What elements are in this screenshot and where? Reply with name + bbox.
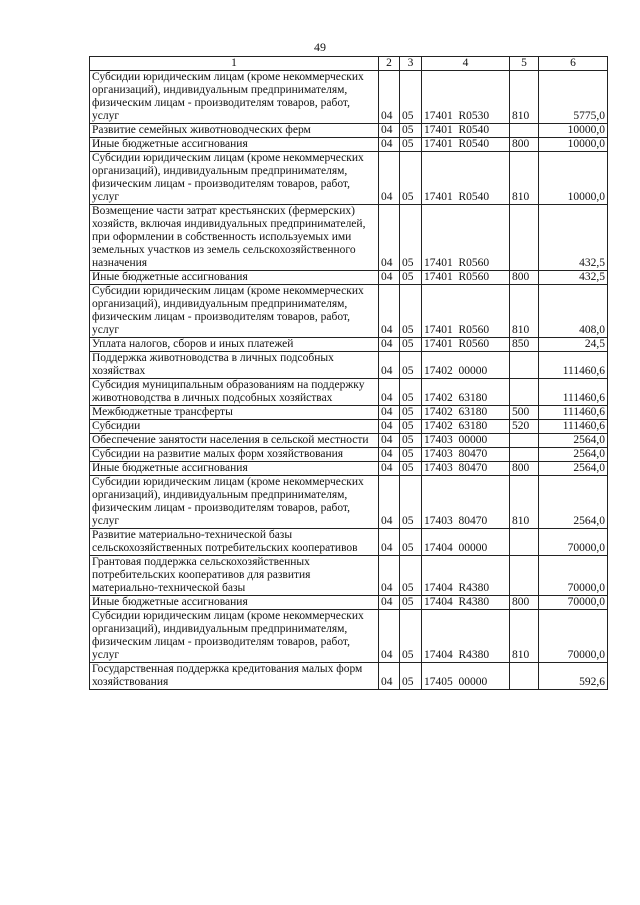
section-code-cell: 04 <box>379 610 400 663</box>
section-code-cell: 04 <box>379 448 400 462</box>
expense-type-cell <box>510 434 539 448</box>
expense-type-cell: 810 <box>510 71 539 124</box>
expense-type-cell: 500 <box>510 406 539 420</box>
item-name-cell: Развитие материально-технической базы сельскохозяйственных потребительских кооперативов <box>90 529 379 556</box>
table-row <box>90 529 608 556</box>
table-row <box>90 434 608 448</box>
item-name-cell: Субсидии <box>90 420 379 434</box>
subsection-code-cell: 05 <box>400 285 422 338</box>
target-article-cell: 17402 00000 <box>422 352 510 379</box>
table-row <box>90 138 608 152</box>
item-name-cell: Развитие семейных животноводческих ферм <box>90 124 379 138</box>
expense-type-cell: 810 <box>510 476 539 529</box>
target-article-cell: 17404 R4380 <box>422 610 510 663</box>
amount-cell: 10000,0 <box>539 124 608 138</box>
amount-cell: 408,0 <box>539 285 608 338</box>
target-article-cell: 17401 R0540 <box>422 138 510 152</box>
item-name-cell: Субсидии юридическим лицам (кроме некоммерческих организаций), индивидуальным предпринимателям, физическим лицам - производителям товаров, работ, услуг <box>90 71 379 124</box>
header-cell: 4 <box>422 57 510 71</box>
amount-cell: 111460,6 <box>539 352 608 379</box>
expense-type-cell: 800 <box>510 138 539 152</box>
item-name-cell: Государственная поддержка кредитования малых форм хозяйствования <box>90 663 379 690</box>
expense-type-cell: 800 <box>510 596 539 610</box>
expense-type-cell: 810 <box>510 285 539 338</box>
item-name-cell: Межбюджетные трансферты <box>90 406 379 420</box>
subsection-code-cell: 05 <box>400 71 422 124</box>
section-code-cell: 04 <box>379 152 400 205</box>
section-code-cell: 04 <box>379 476 400 529</box>
table-row <box>90 476 608 529</box>
header-cell: 5 <box>510 57 539 71</box>
amount-cell: 2564,0 <box>539 448 608 462</box>
header-cell: 1 <box>90 57 379 71</box>
subsection-code-cell: 05 <box>400 379 422 406</box>
expense-type-cell <box>510 529 539 556</box>
item-name-cell: Иные бюджетные ассигнования <box>90 271 379 285</box>
target-article-cell: 17401 R0540 <box>422 124 510 138</box>
amount-cell: 432,5 <box>539 205 608 271</box>
subsection-code-cell: 05 <box>400 420 422 434</box>
amount-cell: 592,6 <box>539 663 608 690</box>
budget-table <box>89 56 608 690</box>
target-article-cell: 17404 R4380 <box>422 596 510 610</box>
subsection-code-cell: 05 <box>400 663 422 690</box>
amount-cell: 24,5 <box>539 338 608 352</box>
amount-cell: 432,5 <box>539 271 608 285</box>
section-code-cell: 04 <box>379 529 400 556</box>
subsection-code-cell: 05 <box>400 205 422 271</box>
expense-type-cell: 800 <box>510 271 539 285</box>
table-row <box>90 352 608 379</box>
target-article-cell: 17404 R4380 <box>422 556 510 596</box>
section-code-cell: 04 <box>379 338 400 352</box>
table-row <box>90 271 608 285</box>
item-name-cell: Субсидии на развитие малых форм хозяйствования <box>90 448 379 462</box>
section-code-cell: 04 <box>379 420 400 434</box>
expense-type-cell: 800 <box>510 462 539 476</box>
section-code-cell: 04 <box>379 124 400 138</box>
table-row <box>90 379 608 406</box>
item-name-cell: Иные бюджетные ассигнования <box>90 138 379 152</box>
section-code-cell: 04 <box>379 71 400 124</box>
amount-cell: 70000,0 <box>539 610 608 663</box>
subsection-code-cell: 05 <box>400 271 422 285</box>
item-name-cell: Субсидия муниципальным образованиям на поддержку животноводства в личных подсобных хозяйствах <box>90 379 379 406</box>
item-name-cell: Поддержка животноводства в личных подсобных хозяйствах <box>90 352 379 379</box>
subsection-code-cell: 05 <box>400 448 422 462</box>
section-code-cell: 04 <box>379 138 400 152</box>
expense-type-cell: 850 <box>510 338 539 352</box>
target-article-cell: 17403 00000 <box>422 434 510 448</box>
section-code-cell: 04 <box>379 434 400 448</box>
expense-type-cell <box>510 205 539 271</box>
table-row <box>90 596 608 610</box>
subsection-code-cell: 05 <box>400 610 422 663</box>
section-code-cell: 04 <box>379 556 400 596</box>
expense-type-cell <box>510 124 539 138</box>
item-name-cell: Грантовая поддержка сельскохозяйственных потребительских кооперативов для развития материально-технической базы <box>90 556 379 596</box>
amount-cell: 2564,0 <box>539 462 608 476</box>
target-article-cell: 17402 63180 <box>422 406 510 420</box>
target-article-cell: 17401 R0560 <box>422 285 510 338</box>
subsection-code-cell: 05 <box>400 596 422 610</box>
subsection-code-cell: 05 <box>400 138 422 152</box>
table-row <box>90 205 608 271</box>
section-code-cell: 04 <box>379 285 400 338</box>
table-row <box>90 338 608 352</box>
amount-cell: 2564,0 <box>539 434 608 448</box>
table-row <box>90 406 608 420</box>
table-row <box>90 152 608 205</box>
amount-cell: 70000,0 <box>539 596 608 610</box>
section-code-cell: 04 <box>379 596 400 610</box>
table-row <box>90 610 608 663</box>
item-name-cell: Субсидии юридическим лицам (кроме некоммерческих организаций), индивидуальным предпринимателям, физическим лицам - производителям товаров, работ, услуг <box>90 152 379 205</box>
table-row <box>90 556 608 596</box>
expense-type-cell <box>510 352 539 379</box>
subsection-code-cell: 05 <box>400 124 422 138</box>
table-row <box>90 124 608 138</box>
table-row <box>90 71 608 124</box>
header-cell: 3 <box>400 57 422 71</box>
item-name-cell: Субсидии юридическим лицам (кроме некоммерческих организаций), индивидуальным предпринимателям, физическим лицам - производителям товаров, работ, услуг <box>90 476 379 529</box>
subsection-code-cell: 05 <box>400 352 422 379</box>
expense-type-cell <box>510 448 539 462</box>
item-name-cell: Обеспечение занятости населения в сельской местности <box>90 434 379 448</box>
amount-cell: 10000,0 <box>539 138 608 152</box>
table-body <box>90 57 608 690</box>
section-code-cell: 04 <box>379 379 400 406</box>
target-article-cell: 17403 80470 <box>422 476 510 529</box>
section-code-cell: 04 <box>379 406 400 420</box>
section-code-cell: 04 <box>379 462 400 476</box>
item-name-cell: Субсидии юридическим лицам (кроме некоммерческих организаций), индивидуальным предпринимателям, физическим лицам - производителям товаров, работ, услуг <box>90 285 379 338</box>
target-article-cell: 17402 63180 <box>422 379 510 406</box>
expense-type-cell: 520 <box>510 420 539 434</box>
section-code-cell: 04 <box>379 663 400 690</box>
target-article-cell: 17401 R0530 <box>422 71 510 124</box>
expense-type-cell: 810 <box>510 152 539 205</box>
subsection-code-cell: 05 <box>400 338 422 352</box>
expense-type-cell <box>510 379 539 406</box>
target-article-cell: 17402 63180 <box>422 420 510 434</box>
target-article-cell: 17405 00000 <box>422 663 510 690</box>
target-article-cell: 17404 00000 <box>422 529 510 556</box>
amount-cell: 111460,6 <box>539 406 608 420</box>
subsection-code-cell: 05 <box>400 476 422 529</box>
amount-cell: 70000,0 <box>539 529 608 556</box>
target-article-cell: 17401 R0560 <box>422 338 510 352</box>
subsection-code-cell: 05 <box>400 462 422 476</box>
subsection-code-cell: 05 <box>400 434 422 448</box>
item-name-cell: Уплата налогов, сборов и иных платежей <box>90 338 379 352</box>
expense-type-cell <box>510 663 539 690</box>
expense-type-cell <box>510 556 539 596</box>
item-name-cell: Иные бюджетные ассигнования <box>90 462 379 476</box>
table-row <box>90 420 608 434</box>
page-number: 49 <box>314 40 326 54</box>
section-code-cell: 04 <box>379 205 400 271</box>
item-name-cell: Иные бюджетные ассигнования <box>90 596 379 610</box>
header-row <box>90 57 608 71</box>
item-name-cell: Субсидии юридическим лицам (кроме некоммерческих организаций), индивидуальным предпринимателям, физическим лицам - производителям товаров, работ, услуг <box>90 610 379 663</box>
table-row <box>90 285 608 338</box>
table-row <box>90 663 608 690</box>
header-cell: 6 <box>539 57 608 71</box>
amount-cell: 10000,0 <box>539 152 608 205</box>
target-article-cell: 17403 80470 <box>422 448 510 462</box>
subsection-code-cell: 05 <box>400 529 422 556</box>
section-code-cell: 04 <box>379 271 400 285</box>
subsection-code-cell: 05 <box>400 406 422 420</box>
amount-cell: 5775,0 <box>539 71 608 124</box>
amount-cell: 111460,6 <box>539 420 608 434</box>
target-article-cell: 17401 R0540 <box>422 152 510 205</box>
section-code-cell: 04 <box>379 352 400 379</box>
amount-cell: 111460,6 <box>539 379 608 406</box>
target-article-cell: 17401 R0560 <box>422 271 510 285</box>
header-cell: 2 <box>379 57 400 71</box>
item-name-cell: Возмещение части затрат крестьянских (фермерских) хозяйств, включая индивидуальных предпринимателей, при оформлении в собственность используемых ими земельных участков из земель сельскохозяйственного назначения <box>90 205 379 271</box>
amount-cell: 70000,0 <box>539 556 608 596</box>
target-article-cell: 17403 80470 <box>422 462 510 476</box>
subsection-code-cell: 05 <box>400 556 422 596</box>
target-article-cell: 17401 R0560 <box>422 205 510 271</box>
table-row <box>90 462 608 476</box>
table-row <box>90 448 608 462</box>
amount-cell: 2564,0 <box>539 476 608 529</box>
expense-type-cell: 810 <box>510 610 539 663</box>
subsection-code-cell: 05 <box>400 152 422 205</box>
